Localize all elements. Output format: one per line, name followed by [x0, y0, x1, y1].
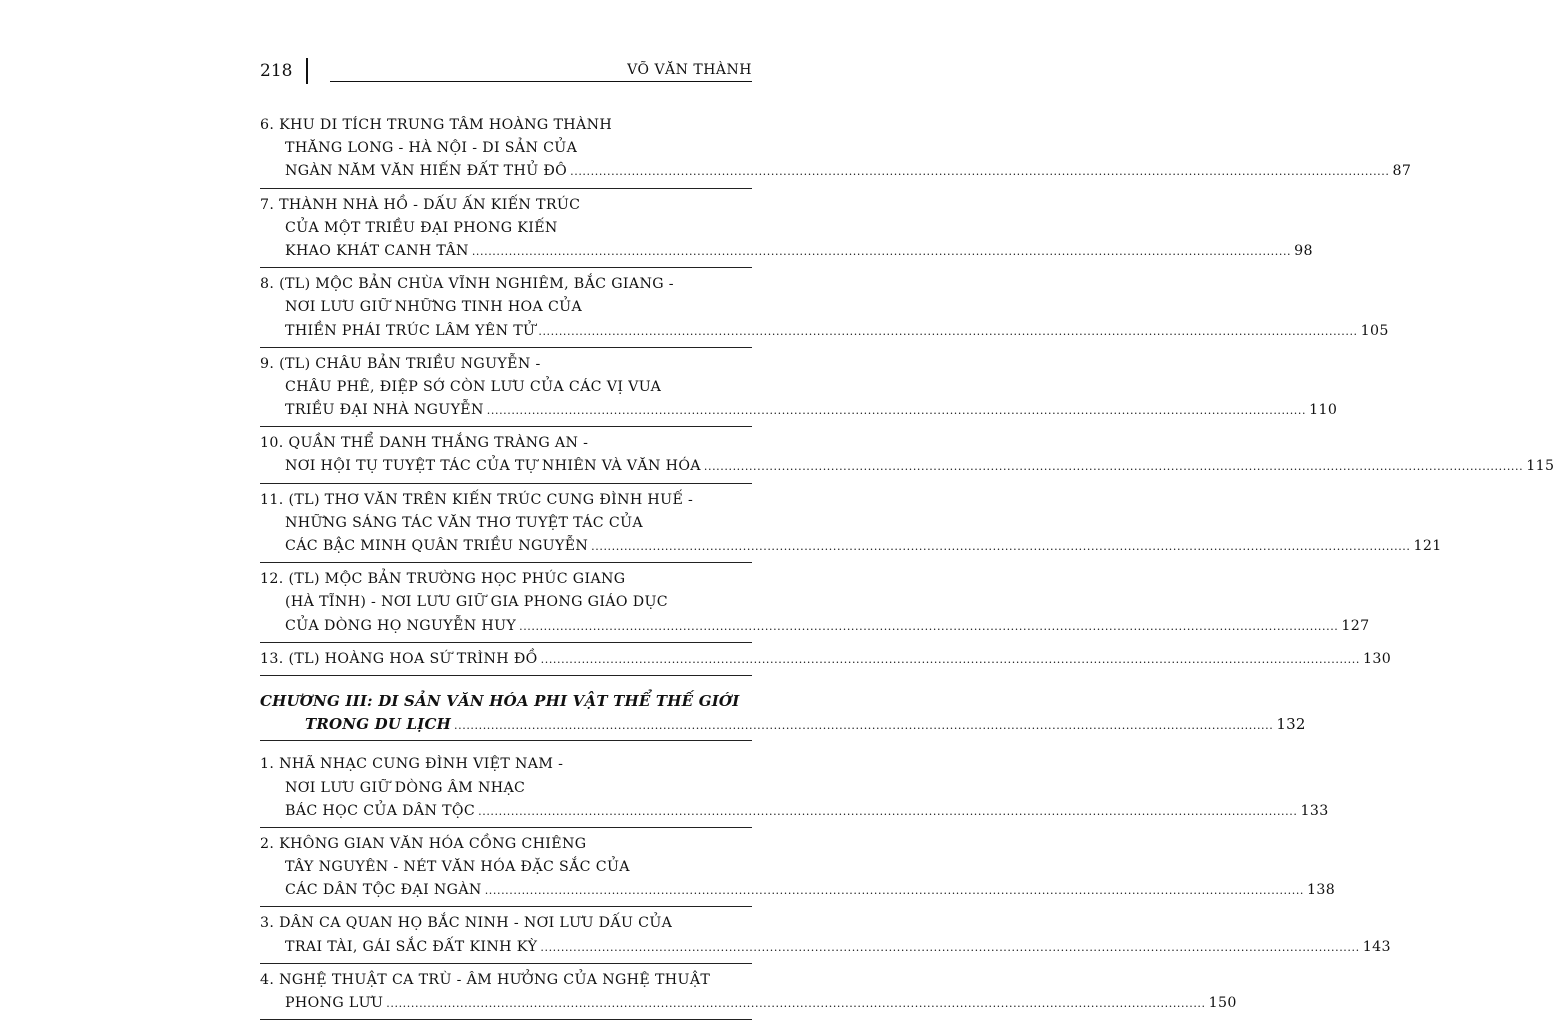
header-rule [330, 81, 752, 82]
toc-entry-title-line: CHÂU PHÊ, ĐIỆP SỚ CÒN LƯU CỦA CÁC VỊ VUA [285, 378, 662, 395]
toc-entry-title-line: NƠI LƯU GIỮ DÒNG ÂM NHẠC [285, 779, 526, 796]
toc-entry-last-line [260, 160, 1412, 183]
toc-page-number: 133 [1300, 802, 1329, 819]
toc-leader-dots: ........................................................................................................................................................................................................ [540, 652, 1360, 666]
toc-entry [260, 568, 1370, 643]
toc-entry-last-line [260, 320, 1389, 343]
toc-entry [260, 833, 1336, 908]
toc-entry-title-line: 6. KHU DI TÍCH TRUNG TÂM HOÀNG THÀNH [260, 117, 613, 133]
toc-entry-last-line [260, 800, 1329, 823]
toc-leader-dots: ........................................................................................................................................................................................................ [484, 884, 1305, 898]
toc-entry-title-line: 8. (TL) MỘC BẢN CHÙA VĨNH NGHIÊM, BẮC GIANG - [260, 276, 674, 293]
toc-entry-title-line: NHỮNG SÁNG TÁC VĂN THƠ TUYỆT TÁC CỦA [285, 514, 643, 531]
toc-entry-last-line [260, 615, 1370, 638]
toc-entry-last-line [260, 879, 1336, 902]
toc-entry-title-line: CÁC BẬC MINH QUÂN TRIỀU NGUYỄN [285, 538, 589, 554]
toc-leader-dots: ........................................................................................................................................................................................................ [540, 940, 1360, 954]
toc-entry-title-line: 10. QUẦN THỂ DANH THẮNG TRÀNG AN - [260, 435, 589, 452]
toc-entry-title-line: 1. NHÃ NHẠC CUNG ĐÌNH VIỆT NAM - [260, 756, 564, 773]
toc-leader-dots: ........................................................................................................................................................................................................ [519, 619, 1339, 633]
toc-entry-last-line [260, 399, 1338, 422]
toc-leader-dots: ........................................................................................................................................................................................................ [591, 540, 1411, 553]
toc-entry-title-line: NGÀN NĂM VĂN HIẾN ĐẤT THỦ ĐÔ [285, 163, 568, 180]
toc-entry [260, 353, 1338, 428]
toc-entry-title-line: TÂY NGUYÊN - NÉT VĂN HÓA ĐẶC SẮC CỦA [285, 859, 630, 876]
toc-entry-title-line: CÁC DÂN TỘC ĐẠI NGÀN [285, 882, 482, 899]
toc-page-number: 105 [1360, 322, 1389, 339]
running-header [260, 58, 752, 82]
toc-entry-title-line: TRAI TÀI, GÁI SẮC ĐẤT KINH KỲ [285, 938, 538, 955]
toc-entry [260, 912, 1391, 963]
toc-entry-title-line: 3. DÂN CA QUAN HỌ BẮC NINH - NƠI LƯU DẤU CỦA [260, 915, 673, 932]
toc-entry-title-line: NƠI LƯU GIỮ NHỮNG TINH HOA CỦA [285, 299, 583, 316]
toc-page-number: 98 [1294, 242, 1313, 259]
chapter-last-line [260, 713, 1306, 736]
toc-entry-title-line: 2. KHÔNG GIAN VĂN HÓA CỒNG CHIÊNG [260, 835, 587, 852]
toc-page-number: 138 [1307, 882, 1336, 899]
toc-entry-title-line: (HÀ TĨNH) - NƠI LƯU GIỮ GIA PHONG GIÁO DỤC [285, 594, 668, 611]
toc-entry-title-line: 4. NGHỆ THUẬT CA TRÙ - ÂM HƯỞNG CỦA NGHỆ THUẬT [260, 971, 711, 988]
toc-leader-dots: ........................................................................................................................................................................................................ [471, 244, 1292, 258]
toc-page-number: 150 [1208, 995, 1237, 1011]
toc-entry-title-line: 7. THÀNH NHÀ HỒ - DẤU ẤN KIẾN TRÚC [260, 196, 581, 213]
toc-entry [260, 273, 1389, 348]
header-author: VÕ VĂN THÀNH [627, 62, 752, 78]
toc-entry-title-line: CỦA MỘT TRIỀU ĐẠI PHONG KIẾN [285, 219, 558, 236]
toc-entry [260, 648, 1392, 676]
toc-leader-dots: ........................................................................................................................................................................................................ [454, 719, 1274, 733]
toc-leader-dots: ........................................................................................................................................................................................................ [386, 997, 1206, 1010]
toc-entry [260, 114, 1412, 189]
toc-leader-dots: ........................................................................................................................................................................................................ [570, 165, 1390, 179]
toc-page-number: 110 [1309, 402, 1338, 419]
toc-entry-title-line: CỦA DÒNG HỌ NGUYỄN HUY [285, 617, 517, 634]
toc-page-number: 143 [1362, 938, 1391, 955]
toc-entry-title-line: TRONG DU LỊCH [305, 715, 452, 734]
toc-entry-title-line: THĂNG LONG - HÀ NỘI - DI SẢN CỦA [285, 140, 578, 157]
toc-entry-title-line: PHONG LƯU [285, 995, 384, 1011]
toc-entry-title-line: NƠI HỘI TỤ TUYỆT TÁC CỦA TỰ NHIÊN VÀ VĂN HÓA [285, 458, 701, 475]
header-divider [306, 58, 308, 84]
toc-entry-title-line: 9. (TL) CHÂU BẢN TRIỀU NGUYỄN - [260, 355, 541, 372]
toc-entry-last-line [260, 240, 1313, 263]
toc-leader-dots: ........................................................................................................................................................................................................ [703, 460, 1524, 474]
toc-page-number: 121 [1413, 538, 1442, 554]
toc-leader-dots: ........................................................................................................................................................................................................ [538, 324, 1358, 338]
chapter-heading [260, 690, 1306, 741]
toc-entry [260, 753, 1329, 828]
toc-entry-title-line: 11. (TL) THƠ VĂN TRÊN KIẾN TRÚC CUNG ĐÌNH HUẾ - [260, 491, 694, 508]
toc-entry [260, 489, 1442, 564]
toc-entry [260, 969, 1237, 1020]
toc-leader-dots: ........................................................................................................................................................................................................ [478, 804, 1298, 818]
chapter-title-line: CHƯƠNG III: DI SẢN VĂN HÓA PHI VẬT THỂ THẾ GIỚI [260, 691, 740, 710]
toc-entry-title-line: BÁC HỌC CỦA DÂN TỘC [285, 802, 476, 819]
toc-entry-last-line [260, 455, 1554, 478]
toc-entry-title-line: KHAO KHÁT CANH TÂN [285, 242, 469, 259]
toc-entry-last-line [260, 936, 1391, 959]
toc-entry-title-line: 13. (TL) HOÀNG HOA SỨ TRÌNH ĐỒ [260, 650, 538, 667]
toc-entry-title-line: THIỀN PHÁI TRÚC LÂM YÊN TỬ [285, 322, 536, 339]
toc-entry-last-line [260, 648, 1392, 671]
toc-entry-title-line: 12. (TL) MỘC BẢN TRƯỜNG HỌC PHÚC GIANG [260, 571, 626, 588]
toc-entry [260, 194, 1313, 269]
table-of-contents [260, 114, 1554, 1025]
toc-page-number: 115 [1526, 458, 1554, 475]
toc-page-number: 130 [1362, 650, 1392, 667]
toc-entry [260, 432, 1554, 483]
toc-entry-last-line [260, 992, 1237, 1015]
toc-page-number: 132 [1276, 715, 1306, 734]
toc-page-number: 87 [1392, 163, 1412, 180]
page-number: 218 [260, 61, 293, 81]
toc-leader-dots: ........................................................................................................................................................................................................ [486, 404, 1307, 418]
toc-entry-title-line: TRIỀU ĐẠI NHÀ NGUYỄN [285, 402, 484, 419]
toc-entry-last-line [260, 535, 1442, 558]
toc-page-number: 127 [1341, 617, 1370, 634]
